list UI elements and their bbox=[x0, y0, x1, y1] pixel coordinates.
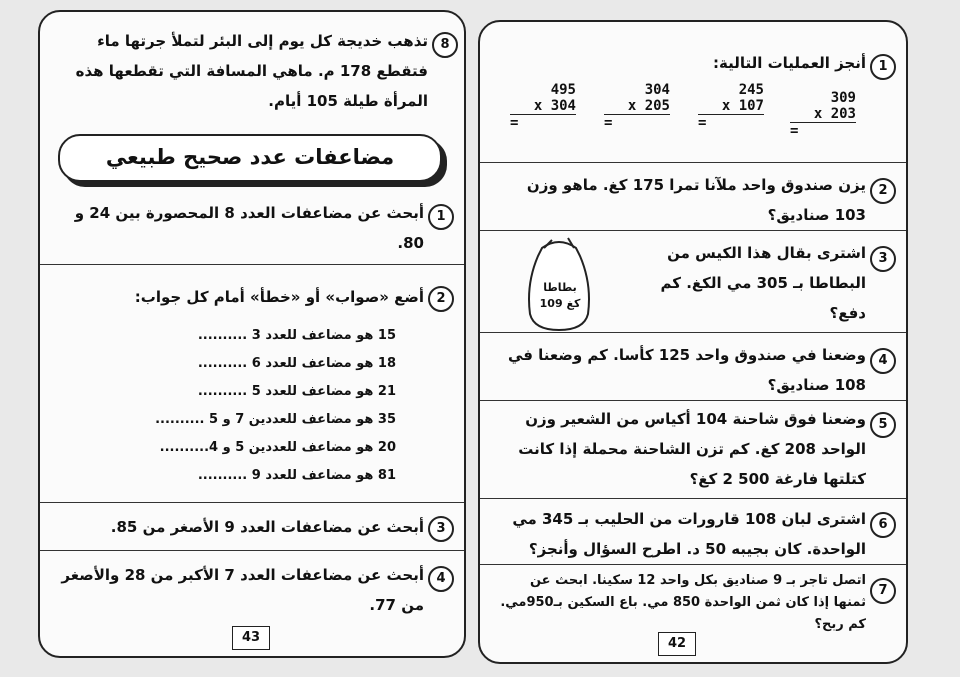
exercise-number: 8 bbox=[432, 32, 458, 58]
exercise-text: وضعنا في صندوق واحد 125 كأسا. كم وضعنا في 108 صناديق؟ bbox=[507, 346, 866, 394]
list-item: 81 هو مضاعف للعدد 9 .......... bbox=[197, 468, 396, 483]
equals-sign: = bbox=[510, 115, 519, 131]
exercise-text: يزن صندوق واحد ملآنا تمرا 175 كغ. ماهو وزن 103 صناديق؟ bbox=[526, 176, 866, 224]
bag-label-weight: 109 كغ bbox=[539, 297, 581, 310]
exercise-7 bbox=[480, 566, 906, 636]
exercise-number: 4 bbox=[428, 566, 454, 592]
list-item: 15 هو مضاعف للعدد 3 .......... bbox=[197, 328, 396, 343]
operand: x 203 bbox=[790, 106, 856, 123]
exercise-3 bbox=[40, 504, 464, 551]
exercise-1 bbox=[480, 22, 906, 163]
exercise-number: 2 bbox=[870, 178, 896, 204]
exercise-2 bbox=[480, 164, 906, 231]
exercise-4 bbox=[480, 334, 906, 401]
exercise-number: 1 bbox=[428, 204, 454, 230]
exercise-number: 1 bbox=[870, 54, 896, 80]
operand: x 205 bbox=[604, 98, 670, 115]
operation bbox=[790, 90, 856, 139]
exercise-4 bbox=[40, 552, 464, 622]
list-item: 21 هو مضاعف للعدد 5 .......... bbox=[197, 384, 396, 399]
exercise-heading: أنجز العمليات التالية: bbox=[713, 54, 866, 72]
exercise-text: أبحث عن مضاعفات العدد 9 الأصغر من 85. bbox=[110, 518, 424, 536]
operand: 304 bbox=[644, 82, 670, 98]
exercise-8 bbox=[40, 12, 464, 122]
exercise-number: 3 bbox=[870, 246, 896, 272]
operand: 245 bbox=[738, 82, 764, 98]
list-item: 20 هو مضاعف للعددين 5 و 4.......... bbox=[159, 440, 396, 455]
exercise-text: اتصل تاجر بـ 9 صناديق بكل واحد 12 سكينا. ابحث عن ثمنها إذا كان ثمن الواحدة 850 مي. باع السكين بـ950مي. كم ربح؟ bbox=[500, 573, 866, 632]
exercise-6 bbox=[480, 500, 906, 565]
page-number: 42 bbox=[658, 632, 696, 656]
page-43 bbox=[38, 10, 466, 658]
list-item: 18 هو مضاعف للعدد 6 .......... bbox=[197, 356, 396, 371]
exercise-number: 5 bbox=[870, 412, 896, 438]
equals-sign: = bbox=[604, 115, 613, 131]
list-item: 35 هو مضاعف للعددين 7 و 5 .......... bbox=[155, 412, 396, 427]
exercise-number: 2 bbox=[428, 286, 454, 312]
operand: x 107 bbox=[698, 98, 764, 115]
exercise-text: اشترى لبان 108 قارورات من الحليب بـ 345 مي الواحدة. كان بجيبه 50 د. اطرح السؤال وأنجز؟ bbox=[512, 510, 866, 558]
operation bbox=[510, 82, 576, 131]
page-number: 43 bbox=[232, 626, 270, 650]
exercise-5 bbox=[480, 402, 906, 499]
operand: x 304 bbox=[510, 98, 576, 115]
operation bbox=[698, 82, 764, 131]
exercise-number: 3 bbox=[428, 516, 454, 542]
exercise-text: أبحث عن مضاعفات العدد 7 الأكبر من 28 والأصغر من 77. bbox=[61, 566, 424, 614]
section-title: مضاعفات عدد صحيح طبيعي bbox=[58, 134, 442, 182]
exercise-number: 4 bbox=[870, 348, 896, 374]
bag-label bbox=[536, 280, 584, 312]
exercise-2 bbox=[40, 266, 464, 503]
exercise-text: اشترى بقال هذا الكيس من البطاطا بـ 305 مي الكغ. كم دفع؟ bbox=[660, 244, 866, 322]
exercise-1 bbox=[40, 192, 464, 265]
exercise-number: 6 bbox=[870, 512, 896, 538]
exercise-number: 7 bbox=[870, 578, 896, 604]
exercise-text: تذهب خديجة كل يوم إلى البئر لتملأ جرتها ماء فتقطع 178 م. ماهي المسافة التي تقطعها هذه المرأة طيلة 105 أيام. bbox=[75, 32, 428, 110]
equals-sign: = bbox=[790, 123, 799, 139]
operand: 495 bbox=[550, 82, 576, 98]
operation bbox=[604, 82, 670, 131]
equals-sign: = bbox=[698, 115, 707, 131]
exercise-text: أبحث عن مضاعفات العدد 8 المحصورة بين 24 و 80. bbox=[74, 204, 424, 252]
page-42 bbox=[478, 20, 908, 664]
bag-label-product: بطاطا bbox=[543, 281, 577, 294]
exercise-heading: أضع «صواب» أو «خطأ» أمام كل جواب: bbox=[134, 288, 424, 306]
exercise-text: وضعنا فوق شاحنة 104 أكياس من الشعير وزن الواحد 208 كغ. كم تزن الشاحنة محملة إذا كانت كتلتها فارغة 500 2 كغ؟ bbox=[518, 410, 866, 488]
true-false-list bbox=[116, 322, 396, 490]
operand: 309 bbox=[830, 90, 856, 106]
